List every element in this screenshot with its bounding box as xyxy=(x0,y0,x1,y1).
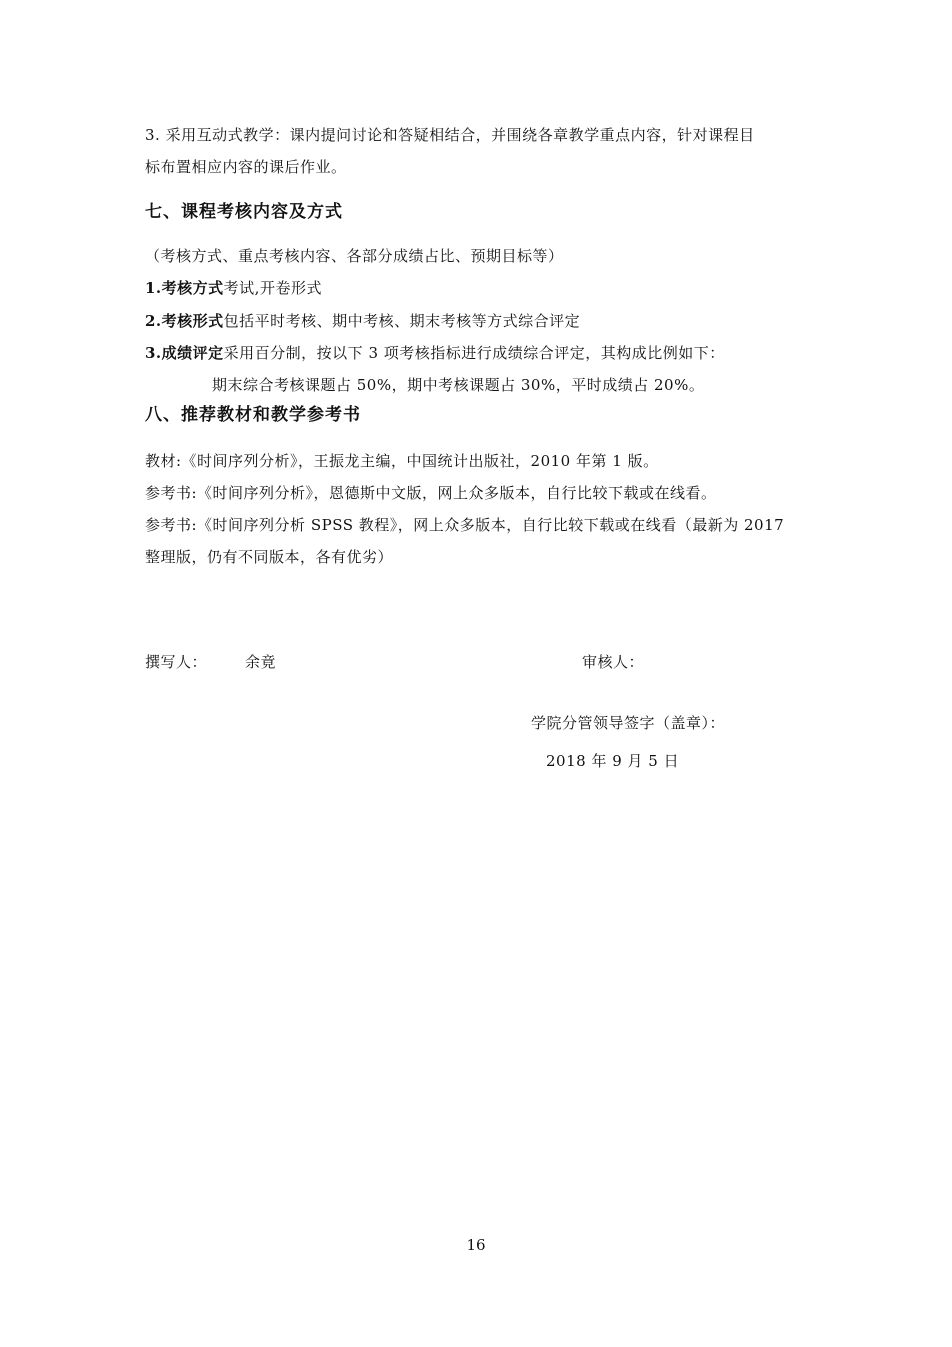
writer-label: 撰写人： xyxy=(145,653,208,671)
assessment-item-2 xyxy=(145,311,580,331)
textbook-line: 教材:《时间序列分析》，王振龙主编，中国统计出版社，2010 年第 1 版。 xyxy=(145,452,659,470)
assessment-item-1-text: 考试,开卷形式 xyxy=(223,279,322,297)
page-number: 16 xyxy=(466,1236,486,1254)
section-heading-assessment: 七、课程考核内容及方式 xyxy=(145,202,343,222)
reference-book-2-line1: 参考书:《时间序列分析 SPSS 教程》，网上众多版本，自行比较下载或在线看（最新为 2017 xyxy=(145,516,785,534)
assessment-item-3-text: 采用百分制，按以下 3 项考核指标进行成绩综合评定，其构成比例如下： xyxy=(223,344,725,362)
assessment-note: （考核方式、重点考核内容、各部分成绩占比、预期目标等） xyxy=(145,247,564,265)
signature-date: 2018 年 9 月 5 日 xyxy=(546,752,680,770)
assessment-item-2-text: 包括平时考核、期中考核、期末考核等方式综合评定 xyxy=(223,312,581,330)
reviewer-label: 审核人： xyxy=(582,653,645,671)
section-heading-books: 八、推荐教材和教学参考书 xyxy=(145,405,361,425)
assessment-item-3 xyxy=(145,343,725,363)
teaching-item3-line2: 标布置相应内容的课后作业。 xyxy=(145,158,347,176)
leader-signature-label: 学院分管领导签字（盖章）： xyxy=(531,714,726,732)
writer-name: 余竟 xyxy=(245,653,277,671)
assessment-item-3-label: 3.成绩评定 xyxy=(145,344,224,362)
grade-ratio-line: 期末综合考核课题占 50%，期中考核课题占 30%，平时成绩占 20%。 xyxy=(212,376,705,394)
reference-book-2-line2: 整理版，仍有不同版本，各有优劣） xyxy=(145,548,394,566)
assessment-item-1 xyxy=(145,278,322,298)
assessment-item-1-label: 1.考核方式 xyxy=(145,279,224,297)
assessment-item-2-label: 2.考核形式 xyxy=(145,312,224,330)
reference-book-1: 参考书:《时间序列分析》，恩德斯中文版，网上众多版本，自行比较下载或在线看。 xyxy=(145,484,717,502)
teaching-item3-line1: 3. 采用互动式教学：课内提问讨论和答疑相结合，并围绕各章教学重点内容，针对课程目 xyxy=(145,126,755,144)
